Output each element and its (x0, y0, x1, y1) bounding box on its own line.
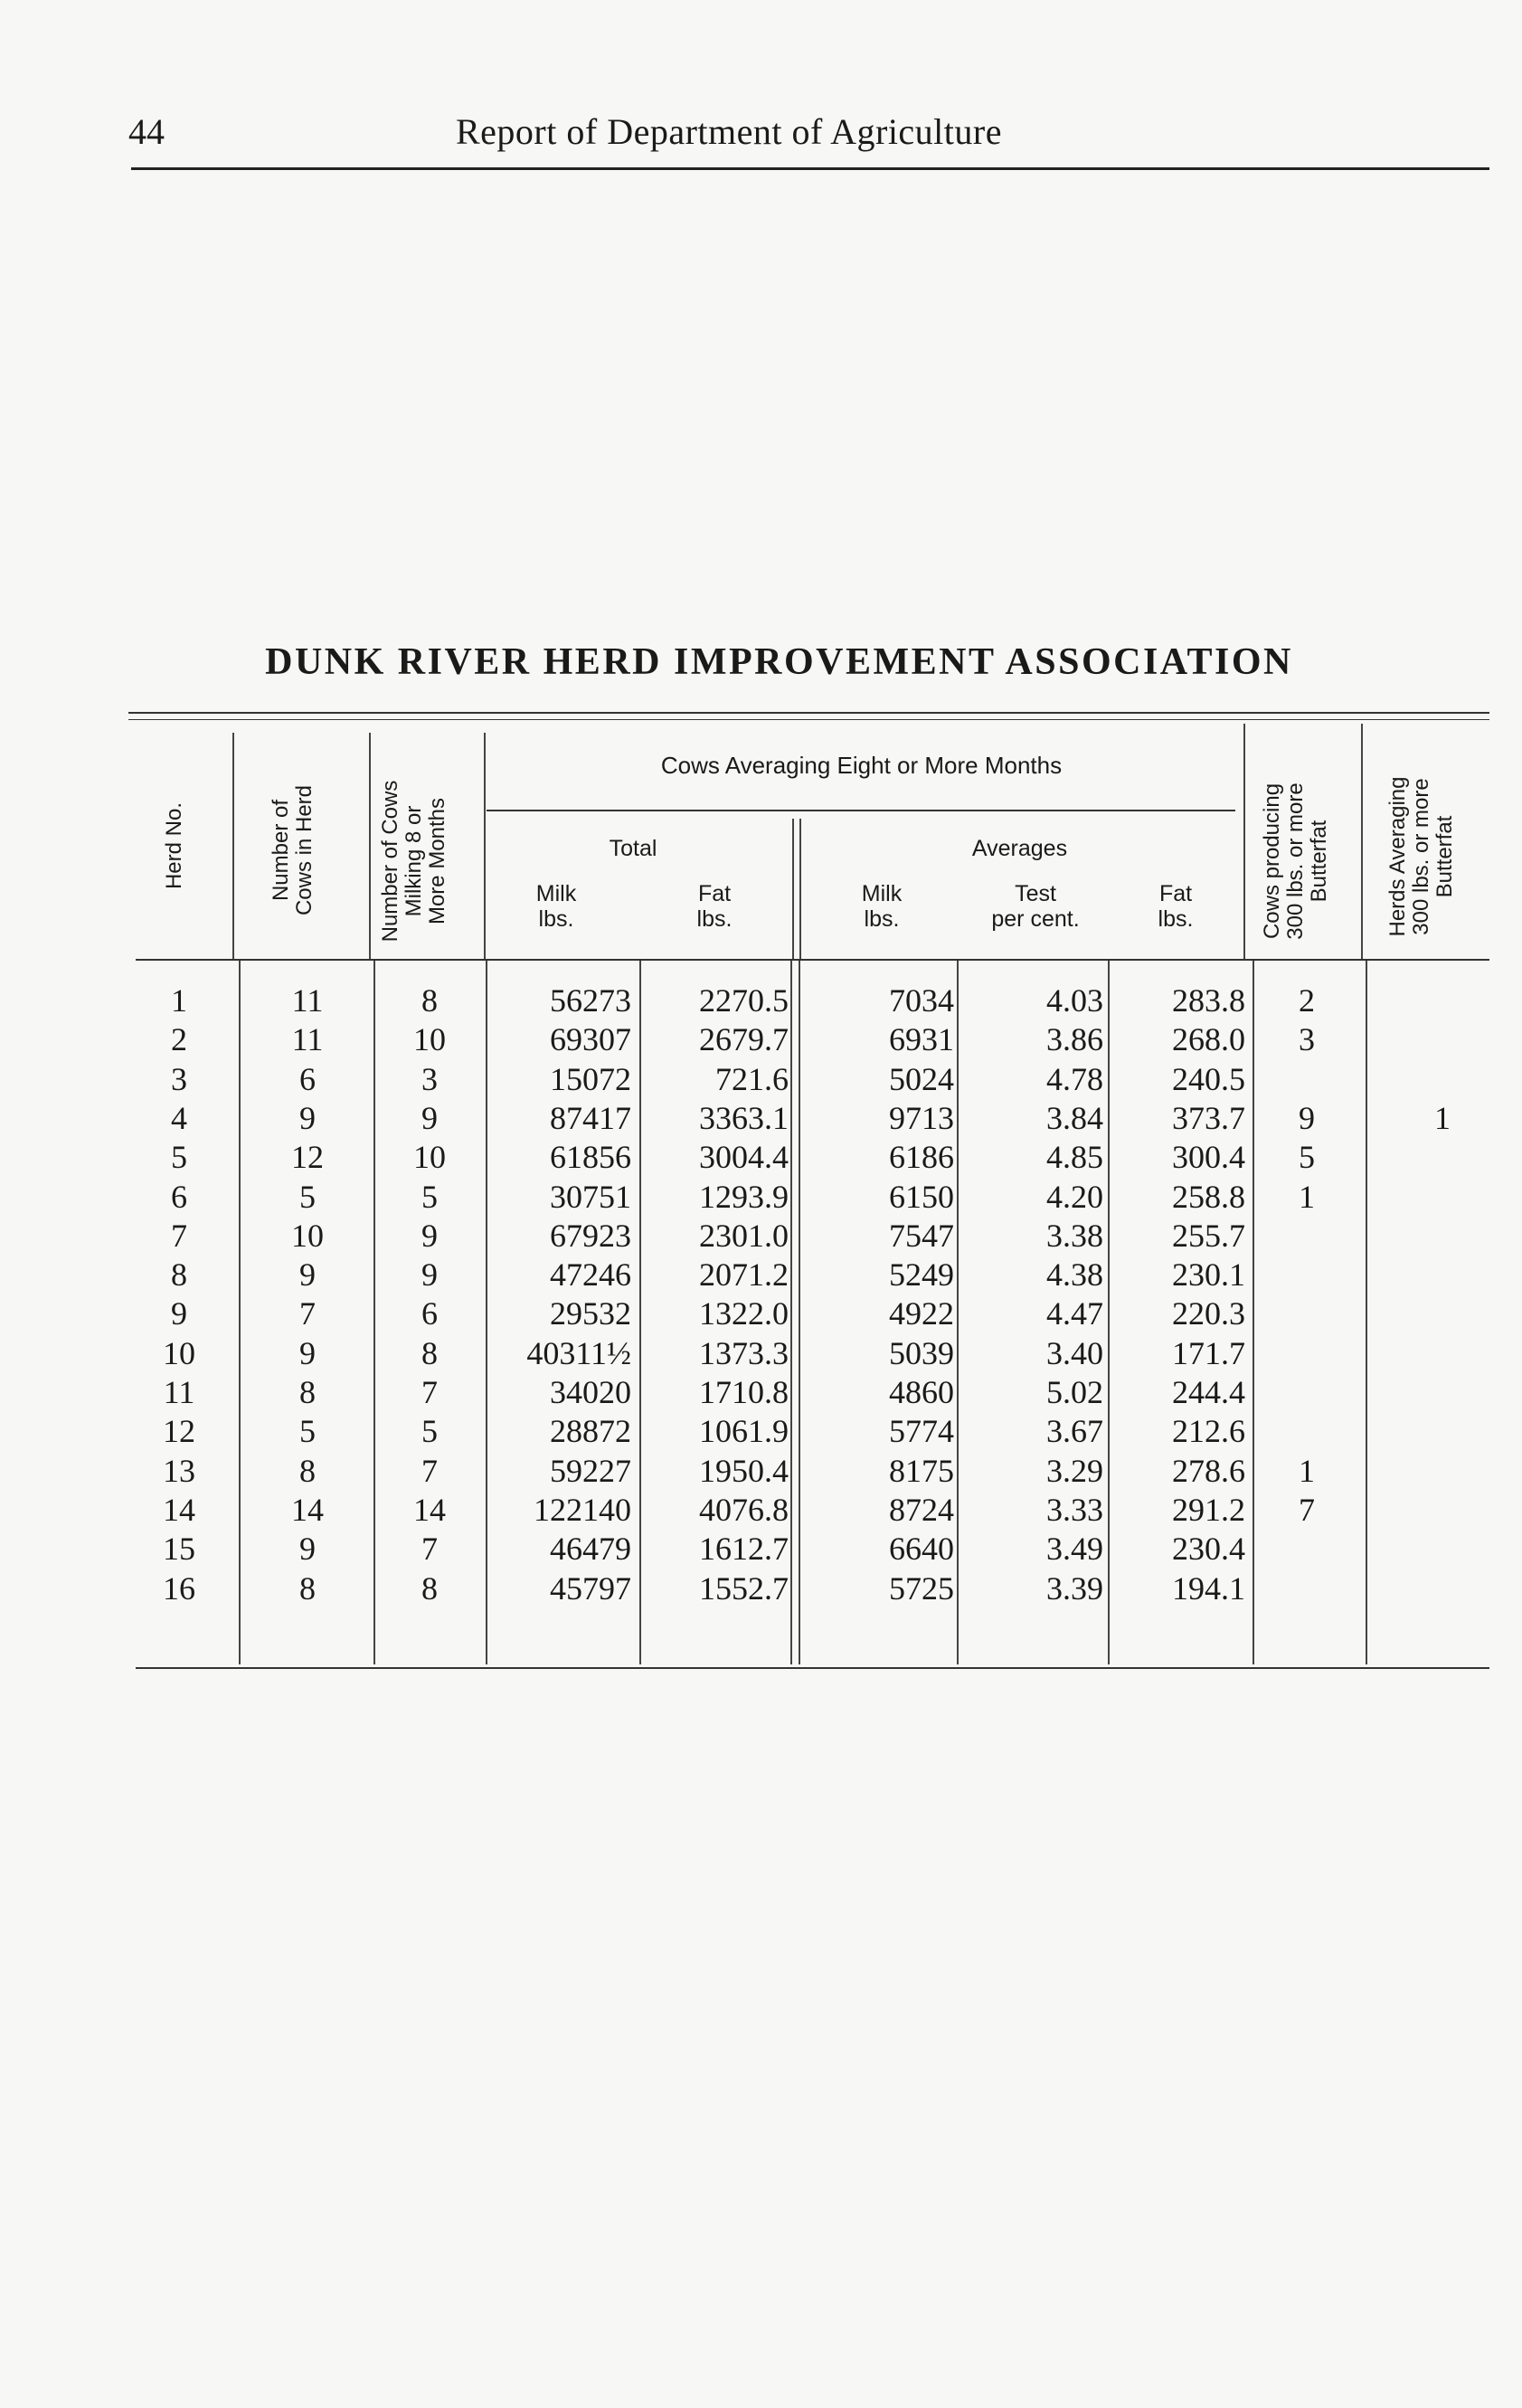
cows-milking-cell: 9 (421, 1256, 438, 1294)
average-milk-cell: 4860 (889, 1374, 954, 1410)
average-fat-cell: 300.4 (1172, 1139, 1245, 1176)
header-herd-no: Herd No. (162, 801, 186, 890)
total-milk-cell: 30751 (550, 1178, 631, 1215)
group-header-rule (487, 810, 1235, 811)
cows-300-cell (1271, 1530, 1343, 1568)
header-group: Cows Averaging Eight or More Months (660, 752, 1063, 779)
cows-milking-cell: 6 (421, 1295, 438, 1332)
total-fat-cell: 1612.7 (699, 1531, 789, 1568)
cows-milking-cell: 8 (421, 1334, 438, 1371)
average-fat-cell: 171.7 (1172, 1334, 1245, 1371)
total-fat-cell: 1710.8 (699, 1374, 789, 1410)
herds-300-cell (1397, 1530, 1488, 1568)
average-fat-cell: 255.7 (1172, 1217, 1245, 1254)
cows-300-cell: 1 (1299, 1452, 1315, 1489)
average-fat-cell: 240.5 (1172, 1060, 1245, 1097)
header-avg-milk: Milk lbs. (861, 881, 903, 932)
herds-300-cell (1397, 1373, 1488, 1411)
herd-no-cell: 13 (163, 1452, 195, 1489)
herds-300-cell (1397, 1060, 1488, 1098)
running-title: Report of Department of Agriculture (456, 111, 1002, 152)
cows-milking-cell: 9 (421, 1099, 438, 1136)
header-avg-test: Test per cent. (991, 881, 1080, 932)
cows-300-cell (1271, 1294, 1343, 1332)
cows-milking-cell: 10 (413, 1021, 446, 1058)
average-milk-cell: 4922 (889, 1295, 954, 1332)
cows-in-herd-cell: 14 (291, 1491, 324, 1528)
header-divider (484, 733, 486, 959)
total-fat-cell: 1061.9 (699, 1413, 789, 1450)
herds-300-cell (1397, 1217, 1488, 1255)
cows-milking-cell: 7 (421, 1374, 438, 1410)
herds-300-cell (1397, 1491, 1488, 1529)
header-divider (799, 819, 801, 959)
header-divider (792, 819, 794, 959)
header-cows-in-herd: Number of Cows in Herd (269, 784, 317, 916)
total-milk-cell: 47246 (550, 1256, 631, 1294)
test-percent-cell: 3.39 (1046, 1569, 1103, 1607)
column-divider (790, 961, 792, 1664)
herd-no-cell: 7 (171, 1217, 187, 1254)
header-rule (131, 167, 1489, 170)
total-fat-cell: 1373.3 (699, 1334, 789, 1371)
total-fat-cell: 4076.8 (699, 1491, 789, 1528)
average-milk-cell: 7547 (889, 1217, 954, 1254)
cows-in-herd-cell: 6 (299, 1060, 316, 1097)
total-milk-cell: 34020 (550, 1374, 631, 1410)
cows-in-herd-cell: 5 (299, 1178, 316, 1215)
column-divider (639, 961, 641, 1664)
herds-300-cell (1397, 1178, 1488, 1216)
table-top-rule (128, 712, 1489, 714)
cows-in-herd-cell: 11 (291, 982, 324, 1019)
test-percent-cell: 3.29 (1046, 1452, 1103, 1489)
herds-300-cell (1397, 1256, 1488, 1294)
header-herds-300: Herds Averaging 300 lbs. or more Butterfat (1385, 776, 1457, 937)
header-cows-300: Cows producing 300 lbs. or more Butterfat (1260, 782, 1331, 940)
header-total: Total (609, 836, 657, 861)
total-fat-cell: 3004.4 (699, 1139, 789, 1176)
test-percent-cell: 3.86 (1046, 1021, 1103, 1058)
average-milk-cell: 6640 (889, 1531, 954, 1568)
total-milk-cell: 87417 (550, 1099, 631, 1136)
total-fat-cell: 2301.0 (699, 1217, 789, 1254)
total-milk-cell: 67923 (550, 1217, 631, 1254)
average-fat-cell: 244.4 (1172, 1374, 1245, 1410)
test-percent-cell: 3.49 (1046, 1531, 1103, 1568)
average-milk-cell: 5039 (889, 1334, 954, 1371)
cows-milking-cell: 8 (421, 982, 438, 1019)
test-percent-cell: 4.03 (1046, 982, 1103, 1019)
cows-in-herd-cell: 9 (299, 1334, 316, 1371)
cows-300-cell (1271, 1256, 1343, 1294)
average-fat-cell: 230.4 (1172, 1531, 1245, 1568)
cows-in-herd-cell: 5 (299, 1413, 316, 1450)
herd-no-cell: 12 (163, 1413, 195, 1450)
total-milk-cell: 56273 (550, 982, 631, 1019)
total-milk-cell: 69307 (550, 1021, 631, 1058)
herd-no-cell: 2 (171, 1021, 187, 1058)
total-fat-cell: 1322.0 (699, 1295, 789, 1332)
average-fat-cell: 373.7 (1172, 1099, 1245, 1136)
herd-no-cell: 1 (171, 982, 187, 1019)
average-milk-cell: 8724 (889, 1491, 954, 1528)
total-fat-cell: 3363.1 (699, 1099, 789, 1136)
test-percent-cell: 3.40 (1046, 1334, 1103, 1371)
cows-in-herd-cell: 7 (299, 1295, 316, 1332)
column-divider (957, 961, 959, 1664)
herds-300-cell (1397, 1138, 1488, 1176)
herds-300-cell: 1 (1434, 1099, 1451, 1136)
column-divider (1108, 961, 1110, 1664)
table-top-rule-2 (128, 719, 1489, 720)
column-divider (1366, 961, 1367, 1664)
header-total-milk: Milk lbs. (535, 881, 577, 932)
average-fat-cell: 212.6 (1172, 1413, 1245, 1450)
cows-300-cell (1271, 1373, 1343, 1411)
cows-milking-cell: 5 (421, 1178, 438, 1215)
cows-300-cell: 7 (1299, 1491, 1315, 1528)
average-milk-cell: 5725 (889, 1569, 954, 1607)
herds-300-cell (1397, 1412, 1488, 1450)
cows-milking-cell: 3 (421, 1060, 438, 1097)
cows-in-herd-cell: 9 (299, 1256, 316, 1294)
cows-milking-cell: 7 (421, 1452, 438, 1489)
average-fat-cell: 230.1 (1172, 1256, 1245, 1294)
total-milk-cell: 15072 (550, 1060, 631, 1097)
average-milk-cell: 9713 (889, 1099, 954, 1136)
cows-milking-cell: 14 (413, 1491, 446, 1528)
header-divider (232, 733, 234, 959)
total-fat-cell: 2270.5 (699, 982, 789, 1019)
cows-300-cell (1271, 1569, 1343, 1607)
cows-milking-cell: 9 (421, 1217, 438, 1254)
herd-no-cell: 5 (171, 1139, 187, 1176)
header-divider (1361, 724, 1363, 959)
header-avg-fat: Fat lbs. (1158, 881, 1194, 932)
herd-no-cell: 8 (171, 1256, 187, 1294)
cows-milking-cell: 8 (421, 1569, 438, 1607)
header-averages: Averages (971, 836, 1068, 861)
total-milk-cell: 59227 (550, 1452, 631, 1489)
average-milk-cell: 6150 (889, 1178, 954, 1215)
total-milk-cell: 61856 (550, 1139, 631, 1176)
table-title: DUNK RIVER HERD IMPROVEMENT ASSOCIATION (265, 641, 1293, 683)
herd-no-cell: 11 (163, 1374, 195, 1410)
herd-no-cell: 6 (171, 1178, 187, 1215)
table-bottom-rule (136, 1667, 1489, 1669)
cows-300-cell: 9 (1299, 1099, 1315, 1136)
cows-300-cell (1271, 1334, 1343, 1372)
average-fat-cell: 258.8 (1172, 1178, 1245, 1215)
total-milk-cell: 29532 (550, 1295, 631, 1332)
total-fat-cell: 2679.7 (699, 1021, 789, 1058)
cows-in-herd-cell: 11 (291, 1021, 324, 1058)
test-percent-cell: 3.67 (1046, 1413, 1103, 1450)
cows-in-herd-cell: 9 (299, 1099, 316, 1136)
cows-in-herd-cell: 8 (299, 1374, 316, 1410)
herds-300-cell (1397, 1294, 1488, 1332)
herd-no-cell: 4 (171, 1099, 187, 1136)
test-percent-cell: 3.38 (1046, 1217, 1103, 1254)
header-divider (1243, 724, 1245, 959)
total-fat-cell: 2071.2 (699, 1256, 789, 1294)
herd-no-cell: 16 (163, 1569, 195, 1607)
test-percent-cell: 3.33 (1046, 1491, 1103, 1528)
cows-milking-cell: 10 (413, 1139, 446, 1176)
cows-300-cell (1271, 1060, 1343, 1098)
test-percent-cell: 4.47 (1046, 1295, 1103, 1332)
herd-no-cell: 14 (163, 1491, 195, 1528)
cows-in-herd-cell: 8 (299, 1569, 316, 1607)
cows-in-herd-cell: 12 (291, 1139, 324, 1176)
average-fat-cell: 268.0 (1172, 1021, 1245, 1058)
total-milk-cell: 28872 (550, 1413, 631, 1450)
cows-in-herd-cell: 10 (291, 1217, 324, 1254)
herds-300-cell (1397, 1452, 1488, 1490)
herds-300-cell (1397, 981, 1488, 1019)
herd-no-cell: 10 (163, 1334, 195, 1371)
average-milk-cell: 5249 (889, 1256, 954, 1294)
herds-300-cell (1397, 1334, 1488, 1372)
cows-300-cell: 5 (1299, 1139, 1315, 1176)
total-fat-cell: 721.6 (715, 1060, 789, 1097)
column-divider (1253, 961, 1254, 1664)
average-fat-cell: 220.3 (1172, 1295, 1245, 1332)
total-fat-cell: 1293.9 (699, 1178, 789, 1215)
cows-in-herd-cell: 8 (299, 1452, 316, 1489)
header-total-fat: Fat lbs. (696, 881, 733, 932)
average-fat-cell: 194.1 (1172, 1569, 1245, 1607)
total-milk-cell: 40311½ (526, 1334, 631, 1371)
average-fat-cell: 278.6 (1172, 1452, 1245, 1489)
cows-milking-cell: 7 (421, 1531, 438, 1568)
header-divider (369, 733, 371, 959)
average-fat-cell: 291.2 (1172, 1491, 1245, 1528)
herd-no-cell: 3 (171, 1060, 187, 1097)
cows-300-cell: 1 (1299, 1178, 1315, 1215)
test-percent-cell: 5.02 (1046, 1374, 1103, 1410)
cows-300-cell (1271, 1412, 1343, 1450)
cows-milking-cell: 5 (421, 1413, 438, 1450)
total-fat-cell: 1950.4 (699, 1452, 789, 1489)
cows-300-cell: 2 (1299, 982, 1315, 1019)
header-cows-milking: Number of Cows Milking 8 or More Months (378, 780, 449, 943)
column-divider (486, 961, 487, 1664)
page-number: 44 (128, 111, 165, 152)
total-milk-cell: 46479 (550, 1531, 631, 1568)
herd-no-cell: 9 (171, 1295, 187, 1332)
column-divider (799, 961, 800, 1664)
test-percent-cell: 4.85 (1046, 1139, 1103, 1176)
cows-300-cell: 3 (1299, 1021, 1315, 1058)
average-milk-cell: 5774 (889, 1413, 954, 1450)
average-milk-cell: 5024 (889, 1060, 954, 1097)
average-milk-cell: 6186 (889, 1139, 954, 1176)
page-header (128, 110, 1489, 156)
test-percent-cell: 4.20 (1046, 1178, 1103, 1215)
average-milk-cell: 6931 (889, 1021, 954, 1058)
test-percent-cell: 4.78 (1046, 1060, 1103, 1097)
total-fat-cell: 1552.7 (699, 1569, 789, 1607)
total-milk-cell: 122140 (534, 1491, 631, 1528)
herds-300-cell (1397, 1020, 1488, 1058)
average-fat-cell: 283.8 (1172, 982, 1245, 1019)
average-milk-cell: 7034 (889, 982, 954, 1019)
total-milk-cell: 45797 (550, 1569, 631, 1607)
test-percent-cell: 4.38 (1046, 1256, 1103, 1294)
cows-300-cell (1271, 1217, 1343, 1255)
herds-300-cell (1397, 1569, 1488, 1607)
cows-in-herd-cell: 9 (299, 1531, 316, 1568)
test-percent-cell: 3.84 (1046, 1099, 1103, 1136)
herd-no-cell: 15 (163, 1531, 195, 1568)
average-milk-cell: 8175 (889, 1452, 954, 1489)
